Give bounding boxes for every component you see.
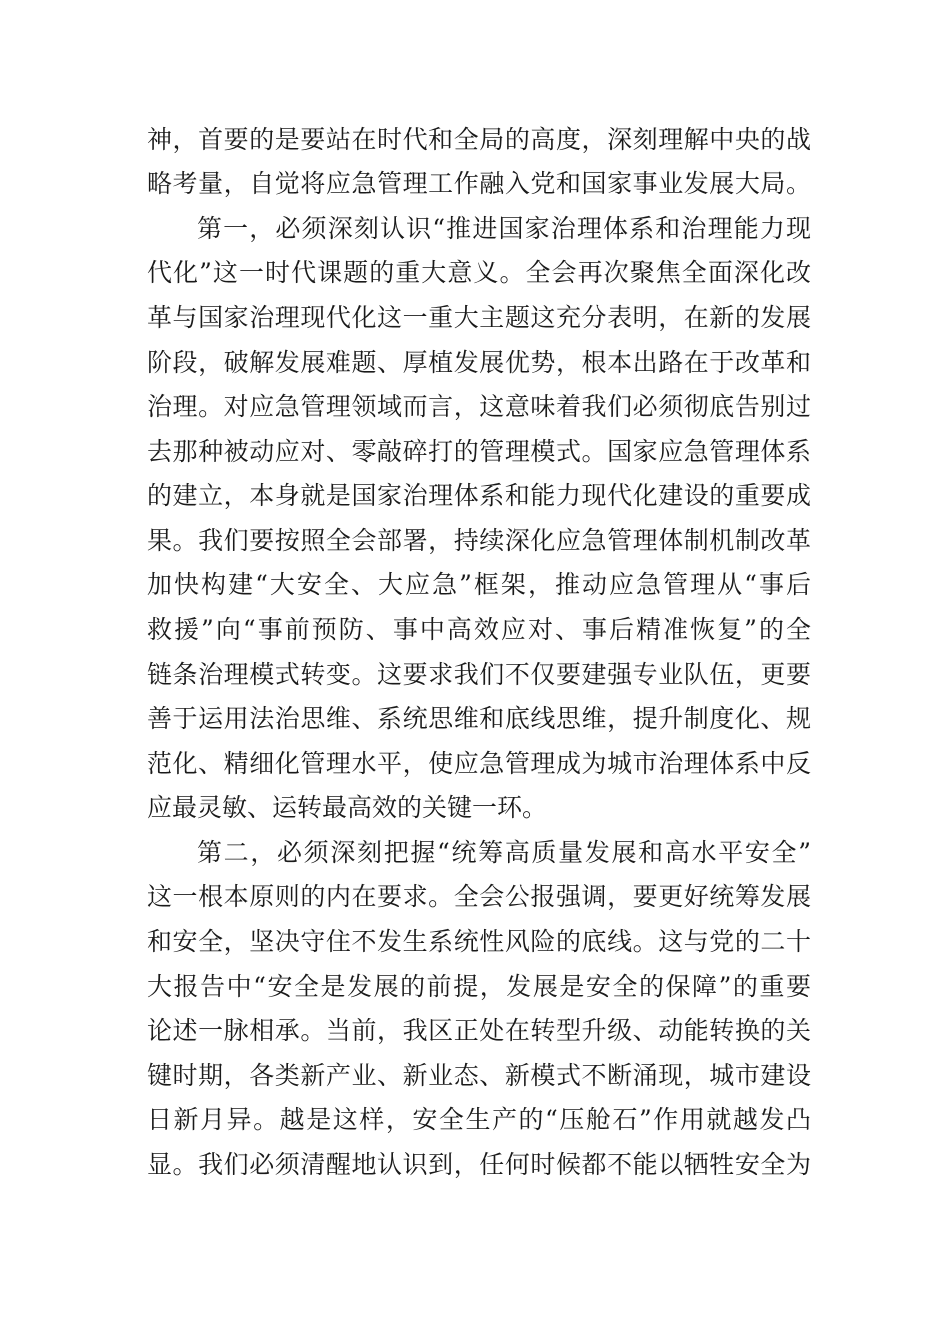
text-line: 略考量，自觉将应急管理工作融入党和国家事业发展大局。 — [147, 169, 811, 198]
text-line: 日新月异。越是这样，安全生产的“压舱石”作用就越发凸 — [147, 1105, 811, 1134]
text-line: 链条治理模式转变。这要求我们不仅要建强专业队伍，更要 — [147, 660, 811, 689]
text-line: 论述一脉相承。当前，我区正处在转型升级、动能转换的关 — [147, 1016, 811, 1045]
text-line: 阶段，破解发展难题、厚植发展优势，根本出路在于改革和 — [147, 348, 811, 377]
paragraph-last-line: 应最灵敏、运转最高效的关键一环。 — [147, 793, 548, 822]
text-line: 和安全，坚决守住不发生系统性风险的底线。这与党的二十 — [147, 927, 811, 956]
paragraph-first-line: 第一，必须深刻认识“推进国家治理体系和治理能力现 — [197, 214, 811, 243]
text-line: 善于运用法治思维、系统思维和底线思维，提升制度化、规 — [147, 704, 811, 733]
paragraph-first-line: 第二，必须深刻把握“统筹高质量发展和高水平安全” — [197, 838, 811, 867]
text-line: 的建立，本身就是国家治理体系和能力现代化建设的重要成 — [147, 481, 811, 510]
text-line: 去那种被动应对、零敲碎打的管理模式。国家应急管理体系 — [147, 437, 811, 466]
text-line: 治理。对应急管理领域而言，这意味着我们必须彻底告别过 — [147, 392, 811, 421]
text-line: 神，首要的是要站在时代和全局的高度，深刻理解中央的战 — [147, 125, 811, 154]
text-line: 这一根本原则的内在要求。全会公报强调，要更好统筹发展 — [147, 882, 811, 911]
text-line: 革与国家治理现代化这一重大主题这充分表明，在新的发展 — [147, 303, 811, 332]
text-line: 加快构建“大安全、大应急”框架，推动应急管理从“事后 — [147, 570, 811, 599]
text-line: 救援”向“事前预防、事中高效应对、事后精准恢复”的全 — [147, 615, 811, 644]
text-line: 显。我们必须清醒地认识到，任何时候都不能以牺牲安全为 — [147, 1150, 811, 1179]
text-line: 范化、精细化管理水平，使应急管理成为城市治理体系中反 — [147, 749, 811, 778]
text-line: 大报告中“安全是发展的前提，发展是安全的保障”的重要 — [147, 972, 811, 1001]
text-line: 代化”这一时代课题的重大意义。全会再次聚焦全面深化改 — [147, 258, 811, 287]
text-line: 键时期，各类新产业、新业态、新模式不断涌现，城市建设 — [147, 1061, 811, 1090]
text-line: 果。我们要按照全会部署，持续深化应急管理体制机制改革 — [147, 526, 811, 555]
